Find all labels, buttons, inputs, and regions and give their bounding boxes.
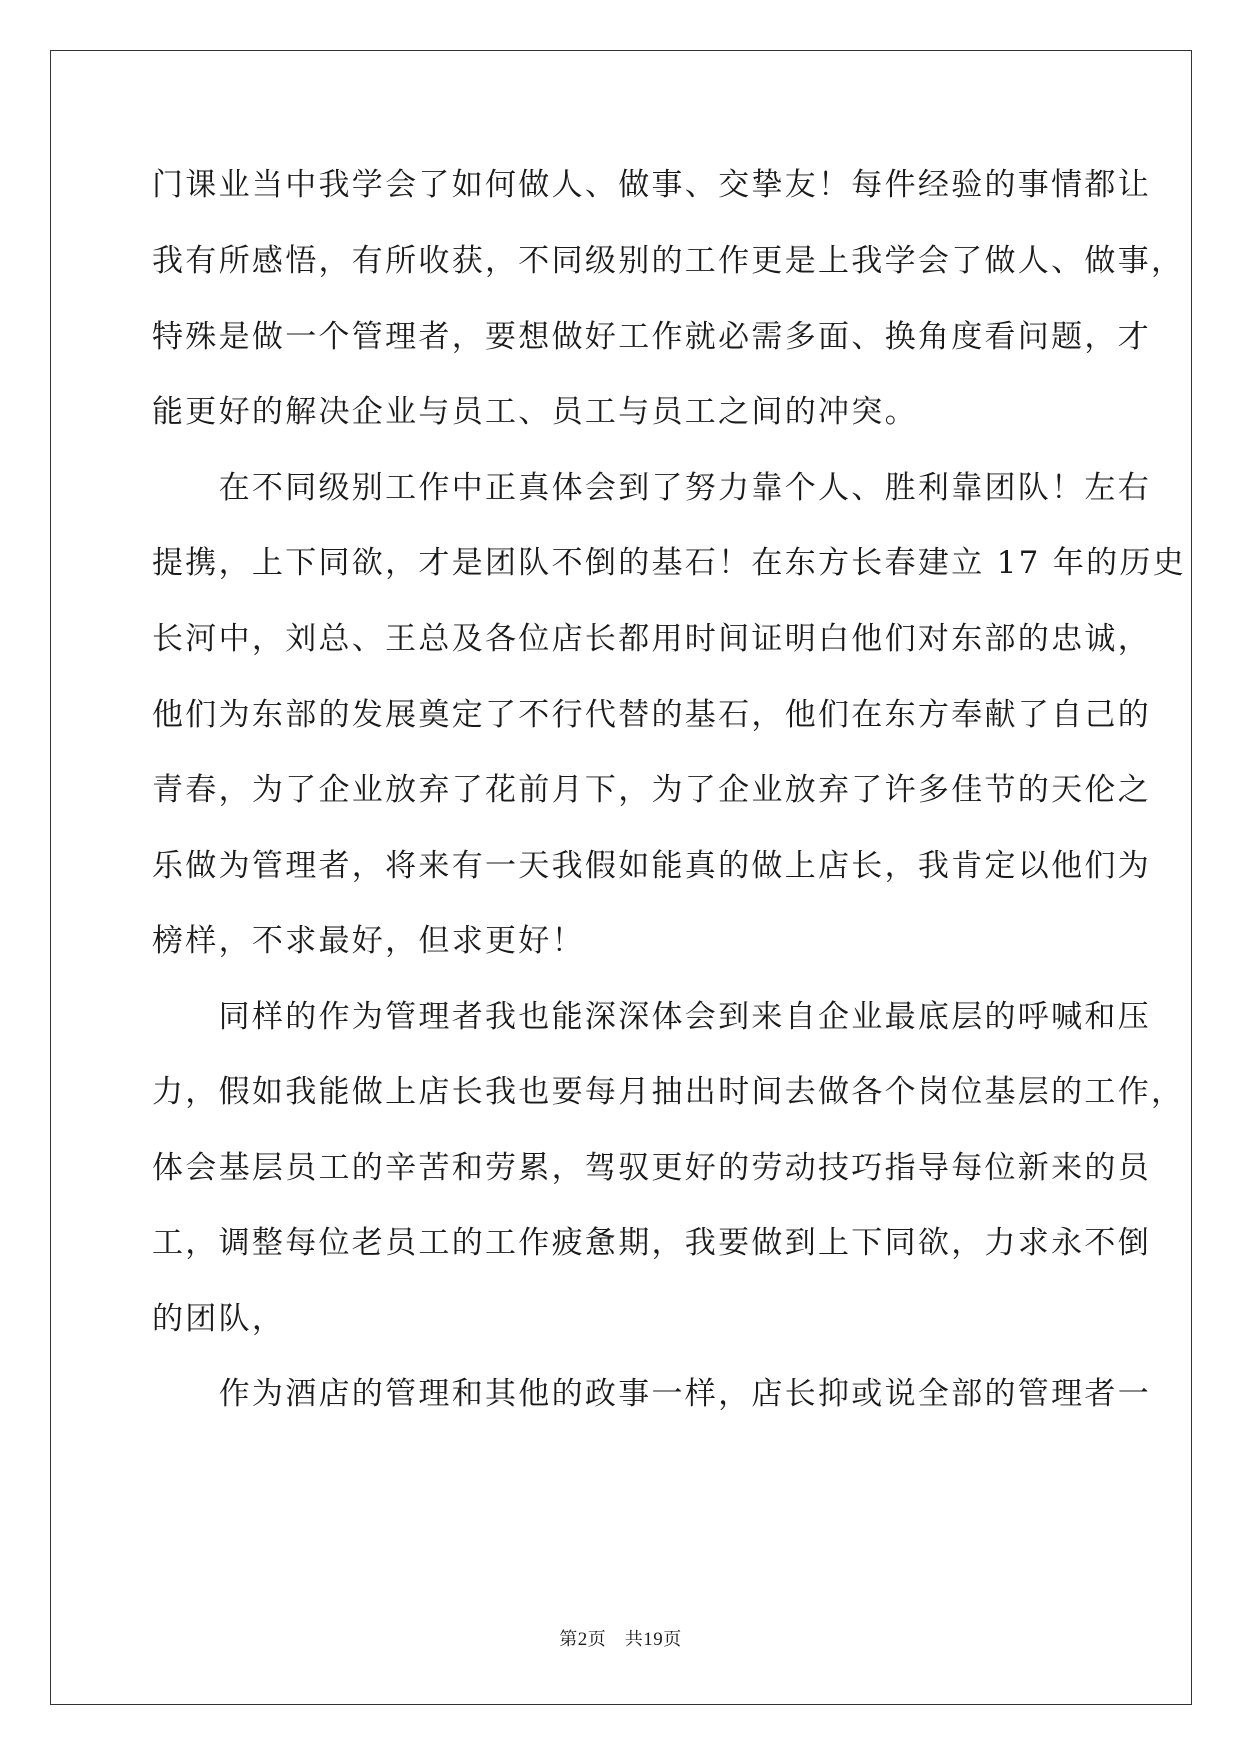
total-page-count: 19 (643, 1629, 664, 1650)
text-line: 我有所感悟，有所收获，不同级别的工作更是上我学会了做人、做事， (152, 243, 1185, 279)
text-line: 的团队， (152, 1301, 286, 1337)
page-number-footer (0, 1628, 1241, 1652)
current-page-number: 2 (577, 1629, 588, 1650)
text-line: 榜样，不求最好，但求更好！ (152, 923, 585, 959)
text-line: 体会基层员工的辛苦和劳累，驾驭更好的劳动技巧指导每位新来的员 (152, 1150, 1151, 1186)
page-suffix: 页 (663, 1629, 682, 1650)
text-line: 同样的作为管理者我也能深深体会到来自企业最底层的呼喊和压 (152, 999, 1151, 1035)
text-line: 青春，为了企业放弃了花前月下，为了企业放弃了许多佳节的天伦之 (152, 772, 1151, 808)
text-line: 能更好的解决企业与员工、员工与员工之间的冲突。 (152, 394, 918, 430)
text-line: 作为酒店的管理和其他的政事一样，店长抑或说全部的管理者一 (152, 1376, 1151, 1412)
text-line: 乐做为管理者，将来有一天我假如能真的做上店长，我肯定以他们为 (152, 848, 1151, 884)
text-line: 在不同级别工作中正真体会到了努力靠个人、胜利靠团队！左右 (152, 470, 1151, 506)
text-line: 门课业当中我学会了如何做人、做事、交挚友！每件经验的事情都让 (152, 167, 1151, 203)
text-line: 特殊是做一个管理者，要想做好工作就必需多面、换角度看问题，才 (152, 319, 1151, 355)
text-line: 他们为东部的发展奠定了不行代替的基石，他们在东方奉献了自己的 (152, 697, 1151, 733)
text-line: 工，调整每位老员工的工作疲惫期，我要做到上下同欲，力求永不倒 (152, 1225, 1151, 1261)
text-line: 力，假如我能做上店长我也要每月抽出时间去做各个岗位基层的工作， (152, 1074, 1185, 1110)
page-prefix: 第 (559, 1629, 578, 1650)
text-line: 提携，上下同欲，才是团队不倒的基石！在东方长春建立 17 年的历史 (152, 545, 1187, 581)
page-separator: 页 共 (587, 1629, 644, 1650)
text-line: 长河中，刘总、王总及各位店长都用时间证明白他们对东部的忠诚， (152, 621, 1151, 657)
